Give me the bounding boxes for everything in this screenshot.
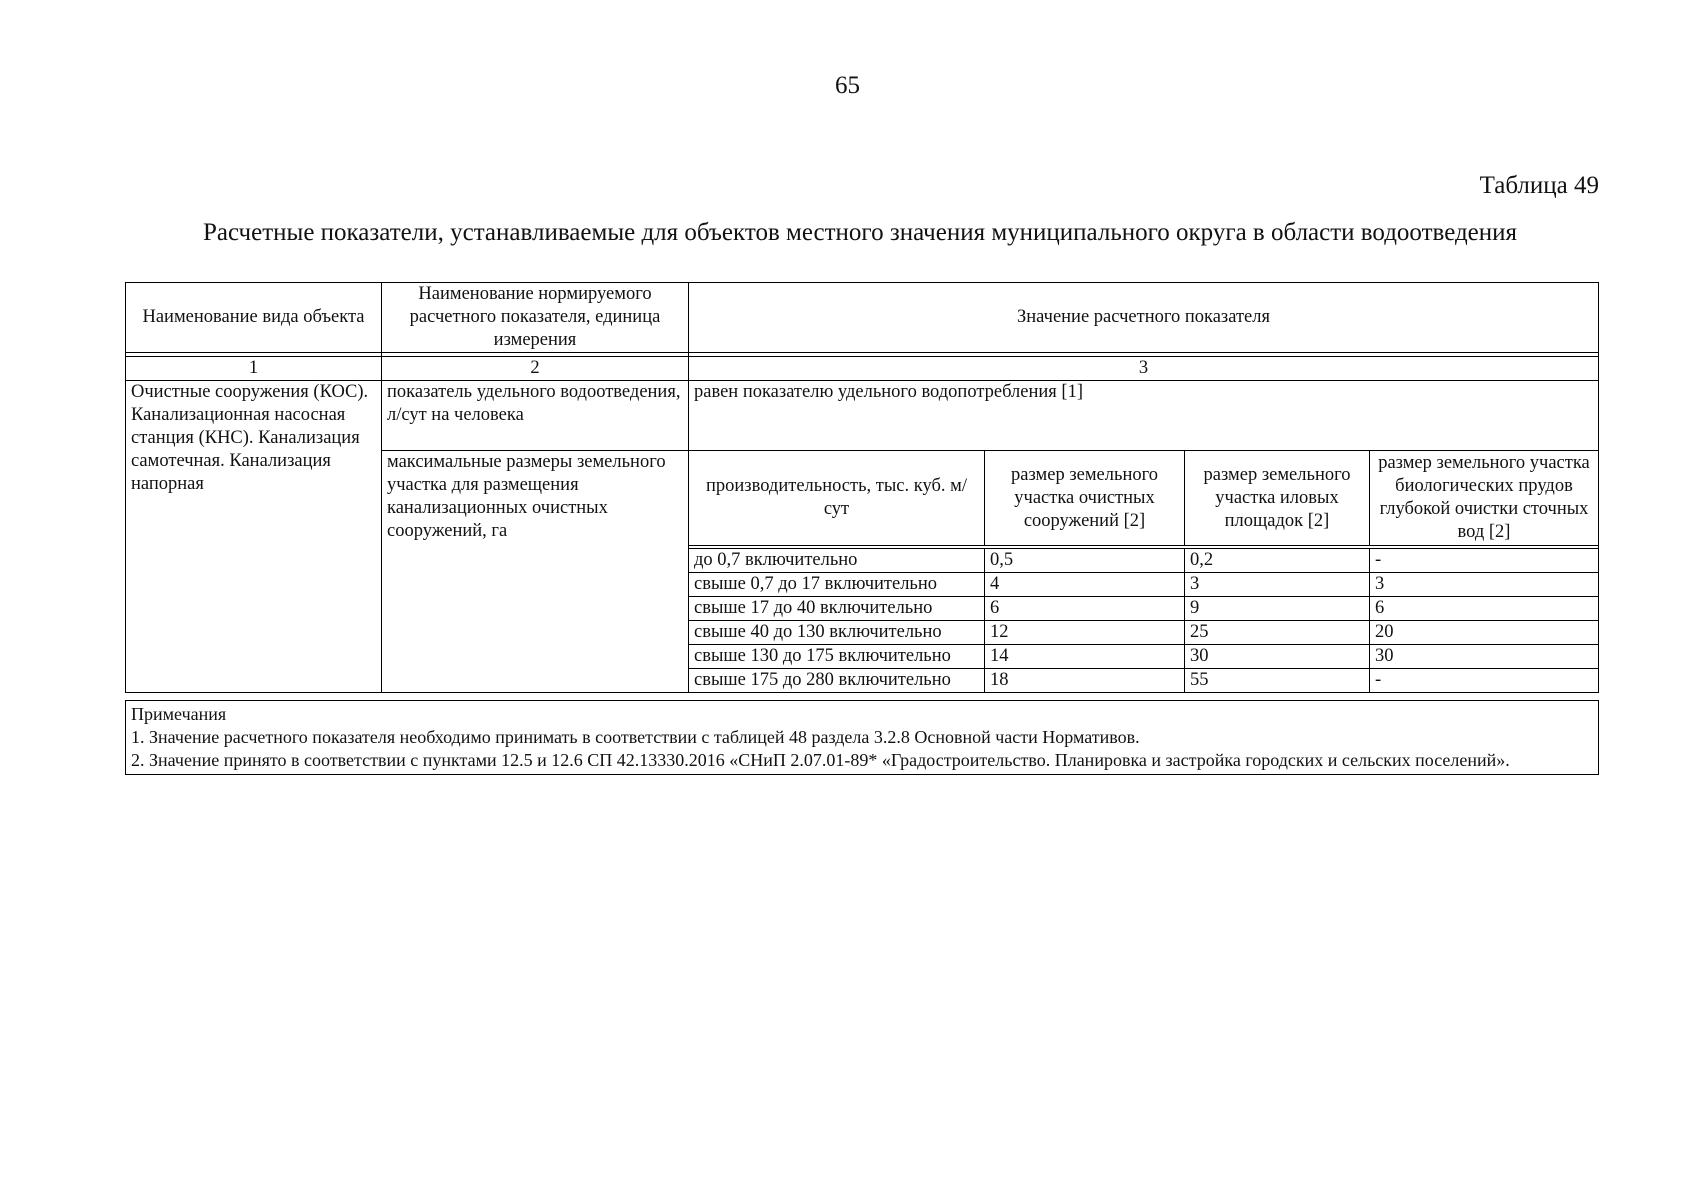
sludge-plot-header: размер земельного участка иловых площадок [2] xyxy=(1185,451,1370,546)
table-cell: 55 xyxy=(1185,669,1370,693)
notes-heading: Примечания xyxy=(131,704,227,724)
table-cell: 9 xyxy=(1185,597,1370,621)
table-cell: 6 xyxy=(1370,597,1599,621)
column-index: 3 xyxy=(689,357,1599,381)
treatment-plot-header: размер земельного участка очистных сооружений [2] xyxy=(985,451,1185,546)
bio-ponds-plot-header: размер земельного участка биологических прудов глубокой очистки сточных вод [2] xyxy=(1370,451,1599,546)
table-cell: 25 xyxy=(1185,621,1370,645)
standards-table xyxy=(125,282,1599,693)
table-cell: 14 xyxy=(985,645,1185,669)
table-cell: 0,2 xyxy=(1185,549,1370,573)
header-indicator-value: Значение расчетного показателя xyxy=(689,282,1599,353)
column-index: 1 xyxy=(125,357,382,381)
capacity-range: свыше 130 до 175 включительно xyxy=(689,645,985,669)
page-number: 65 xyxy=(835,72,860,99)
table-cell: 3 xyxy=(1185,573,1370,597)
capacity-header: производительность, тыс. куб. м/сут xyxy=(689,451,985,546)
table-cell: - xyxy=(1370,669,1599,693)
indicator-name-cell: показатель удельного водоотведения, л/сут на человека xyxy=(382,381,689,451)
indicator-name-cell: максимальные размеры земельного участка для размещения канализационных очистных сооружений, га xyxy=(382,451,689,693)
header-indicator-name: Наименование нормируемого расчетного показателя, единица измерения xyxy=(382,282,689,353)
table-cell: 3 xyxy=(1370,573,1599,597)
header-object-type: Наименование вида объекта xyxy=(125,282,382,353)
capacity-range: свыше 175 до 280 включительно xyxy=(689,669,985,693)
table-title: Расчетные показатели, устанавливаемые для объектов местного значения муниципального округа в области водоотведения xyxy=(202,219,1518,246)
capacity-range: свыше 40 до 130 включительно xyxy=(689,621,985,645)
column-index-row xyxy=(125,357,1599,381)
indicator-value-cell: равен показателю удельного водопотребления [1] xyxy=(689,381,1599,451)
capacity-range: до 0,7 включительно xyxy=(689,549,985,573)
table-label: Таблица 49 xyxy=(1479,172,1599,199)
table-cell: 12 xyxy=(985,621,1185,645)
column-index: 2 xyxy=(382,357,689,381)
table-cell: 18 xyxy=(985,669,1185,693)
table-cell: 4 xyxy=(985,573,1185,597)
table-cell: 30 xyxy=(1370,645,1599,669)
capacity-range: свыше 17 до 40 включительно xyxy=(689,597,985,621)
notes-box xyxy=(125,700,1599,775)
table-cell: - xyxy=(1370,549,1599,573)
note-item: 1. Значение расчетного показателя необходимо принимать в соответствии с таблицей 48 раздела 3.2.8 Основной части Нормативов. xyxy=(131,727,1140,747)
note-item: 2. Значение принято в соответствии с пунктами 12.5 и 12.6 СП 42.13330.2016 «СНиП 2.07.01-89* «Градостроительство. Планировка и застройка городских и сельских поселений». xyxy=(131,750,1510,770)
header-row xyxy=(125,282,1599,353)
object-types-cell: Очистные сооружения (КОС). Канализационная насосная станция (КНС). Канализация самотечная. Канализация напорная xyxy=(125,381,382,693)
table-cell: 20 xyxy=(1370,621,1599,645)
table-cell: 30 xyxy=(1185,645,1370,669)
capacity-range: свыше 0,7 до 17 включительно xyxy=(689,573,985,597)
table-cell: 6 xyxy=(985,597,1185,621)
table-cell: 0,5 xyxy=(985,549,1185,573)
table-row xyxy=(125,381,1599,451)
